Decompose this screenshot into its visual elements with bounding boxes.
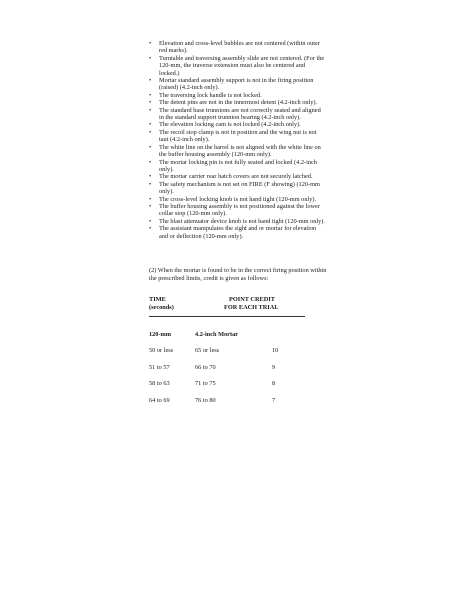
table-header-rule bbox=[149, 316, 305, 317]
credit-intro-paragraph: (2) When the mortar is found to be in the correct firing position within the prescribed limits, credit is given as follows: bbox=[149, 267, 327, 282]
list-item: • The white line on the barrel is not aligned with the white line on the buffer housing assembly (120-mm only). bbox=[149, 144, 325, 159]
list-item: • The assistant manipulates the sight and or mortar for elevation and or deflection (120-mm only). bbox=[149, 225, 325, 240]
table-cell-points: 10 bbox=[272, 347, 279, 354]
table-cell-time-120: 50 or less bbox=[149, 347, 174, 354]
list-item: • The cross-level locking knob is not hand tight (120-mm only). bbox=[149, 196, 325, 203]
time-column-subheader: (seconds) bbox=[149, 304, 174, 311]
list-item: • The mortar locking pin is not fully seated and locked (4.2-inch only). bbox=[149, 159, 325, 174]
table-cell-time-120: 51 to 57 bbox=[149, 364, 170, 371]
subheader-42inch: 4.2-inch Mortar bbox=[195, 331, 239, 338]
table-cell-time-120: 64 to 69 bbox=[149, 397, 170, 404]
points-column-header: POINT CREDIT bbox=[229, 296, 275, 303]
list-item: • The safety mechanism is not set on FIRE (F showing) (120-mm only). bbox=[149, 181, 325, 196]
list-item: • The detent pins are not in the innermost detent (4.2-inch only). bbox=[149, 99, 325, 106]
list-item: • Turntable and traversing assembly slide are not centered. (For the 120-mm, the traverse extension must also be centered and locked.) bbox=[149, 55, 325, 77]
subheader-120mm: 120-mm bbox=[149, 331, 172, 338]
list-item: • The buffer housing assembly is not positioned against the lower collar stop (120-mm only). bbox=[149, 203, 325, 218]
table-cell-time-42: 66 to 70 bbox=[195, 364, 216, 371]
table-cell-time-42: 65 or less bbox=[195, 347, 220, 354]
fault-list bbox=[149, 40, 325, 240]
time-column-header: TIME bbox=[149, 296, 166, 303]
table-cell-points: 7 bbox=[272, 397, 276, 404]
list-item: • The mortar carrier rear hatch covers are not securely latched. bbox=[149, 173, 325, 180]
list-item: • The blast attenuator device knob is not hand tight (120-mm only). bbox=[149, 218, 325, 225]
list-item: • Elevation and cross-level bubbles are not centered (within outer red marks). bbox=[149, 40, 325, 55]
table-cell-points: 8 bbox=[272, 380, 276, 387]
list-item: • The recoil stop clamp is not in position and the wing nut is not taut (4.2-inch only). bbox=[149, 129, 325, 144]
table-cell-time-120: 58 to 63 bbox=[149, 380, 170, 387]
list-item: • Mortar standard assembly support is not in the firing position (raised) (4.2-inch only). bbox=[149, 77, 325, 92]
table-cell-time-42: 71 to 75 bbox=[195, 380, 216, 387]
points-column-subheader: FOR EACH TRIAL bbox=[224, 304, 279, 311]
table-cell-points: 9 bbox=[272, 364, 276, 371]
list-item: • The elevation locking cam is not locked (4.2-inch only). bbox=[149, 121, 325, 128]
table-cell-time-42: 76 to 80 bbox=[195, 397, 216, 404]
list-item: • The standard base trunnions are not correctly seated and aligned in the standard support trunnion bearing (4.2-inch only). bbox=[149, 107, 325, 122]
list-item: • The traversing lock handle is not locked. bbox=[149, 92, 325, 99]
